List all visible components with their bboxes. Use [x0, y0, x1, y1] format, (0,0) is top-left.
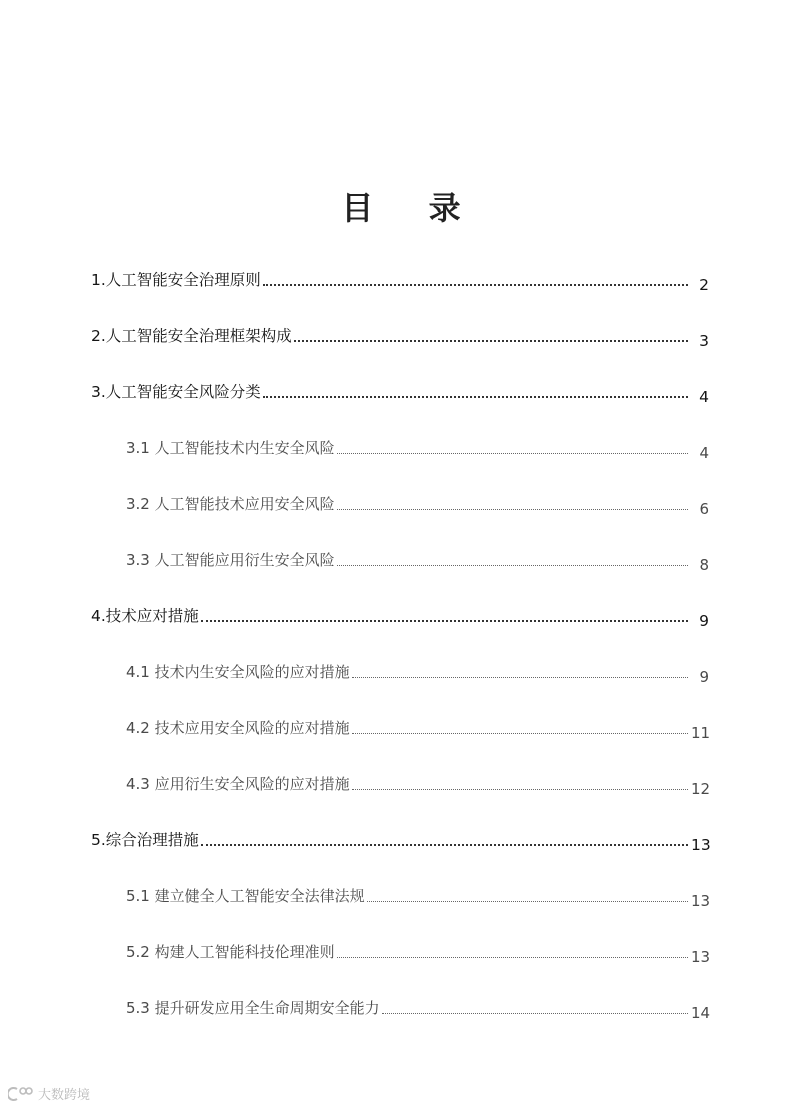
toc-entry-label: 4.技术应对措施	[91, 607, 199, 625]
toc-page-number: 13	[691, 836, 711, 854]
toc-page-number: 12	[691, 780, 711, 798]
toc-entry-label: 4.3 应用衍生安全风险的应对措施	[126, 775, 350, 793]
toc-entry-label: 5.3 提升研发应用全生命周期安全能力	[126, 999, 380, 1017]
dot-leader	[337, 453, 688, 454]
toc-page-number: 13	[691, 892, 711, 910]
toc-entry-label: 2.人工智能安全治理框架构成	[91, 327, 292, 345]
toc-page-number: 13	[691, 948, 711, 966]
dot-leader	[382, 1013, 688, 1014]
toc-page-number: 8	[699, 556, 709, 574]
dot-leader	[201, 620, 688, 622]
toc-subentry[interactable]	[126, 942, 711, 966]
dot-leader	[367, 901, 688, 902]
toc-entry-label: 4.2 技术应用安全风险的应对措施	[126, 719, 350, 737]
dot-leader	[294, 340, 688, 342]
dot-leader	[263, 284, 688, 286]
toc-subentry[interactable]	[126, 998, 711, 1022]
toc-entry-label: 3.1 人工智能技术内生安全风险	[126, 439, 335, 457]
toc-page-number: 6	[699, 500, 709, 518]
toc-page-number: 9	[699, 668, 709, 686]
toc-entry-label: 4.1 技术内生安全风险的应对措施	[126, 663, 350, 681]
toc-page-number: 9	[699, 612, 709, 630]
toc-entry[interactable]	[91, 270, 709, 294]
toc-entry[interactable]	[91, 326, 709, 350]
toc-entry-label: 5.1 建立健全人工智能安全法律法规	[126, 887, 365, 905]
dot-leader	[352, 677, 688, 678]
dot-leader	[337, 957, 688, 958]
toc-subentry[interactable]	[126, 550, 709, 574]
toc-entry[interactable]	[91, 830, 711, 854]
toc-subentry[interactable]	[126, 718, 711, 742]
toc-entry-label: 3.2 人工智能技术应用安全风险	[126, 495, 335, 513]
toc-subentry[interactable]	[126, 662, 709, 686]
toc-entry-label: 5.综合治理措施	[91, 831, 199, 849]
toc-entry-label: 3.人工智能安全风险分类	[91, 383, 261, 401]
toc-subentry[interactable]	[126, 438, 709, 462]
toc-page-number: 4	[699, 444, 709, 462]
logo-icon	[8, 1086, 34, 1102]
toc-entry[interactable]	[91, 606, 709, 630]
dot-leader	[352, 789, 688, 790]
toc-entry[interactable]	[91, 382, 709, 406]
dot-leader	[201, 844, 688, 846]
watermark-text: 大数跨境	[38, 1088, 91, 1103]
dot-leader	[337, 509, 688, 510]
toc-page-number: 2	[699, 276, 709, 294]
toc-page-number: 4	[699, 388, 709, 406]
toc-subentry[interactable]	[126, 774, 711, 798]
toc-page-number: 3	[699, 332, 709, 350]
dot-leader	[263, 396, 688, 398]
watermark-logo	[8, 1084, 90, 1103]
dot-leader	[352, 733, 688, 734]
page-title: 目 录	[341, 189, 483, 227]
toc-entry-label: 3.3 人工智能应用衍生安全风险	[126, 551, 335, 569]
toc-subentry[interactable]	[126, 494, 709, 518]
toc-page-number: 14	[691, 1004, 711, 1022]
toc-subentry[interactable]	[126, 886, 711, 910]
toc-entry-label: 5.2 构建人工智能科技伦理准则	[126, 943, 335, 961]
toc-page-number: 11	[691, 724, 711, 742]
dot-leader	[337, 565, 688, 566]
toc-entry-label: 1.人工智能安全治理原则	[91, 271, 261, 289]
